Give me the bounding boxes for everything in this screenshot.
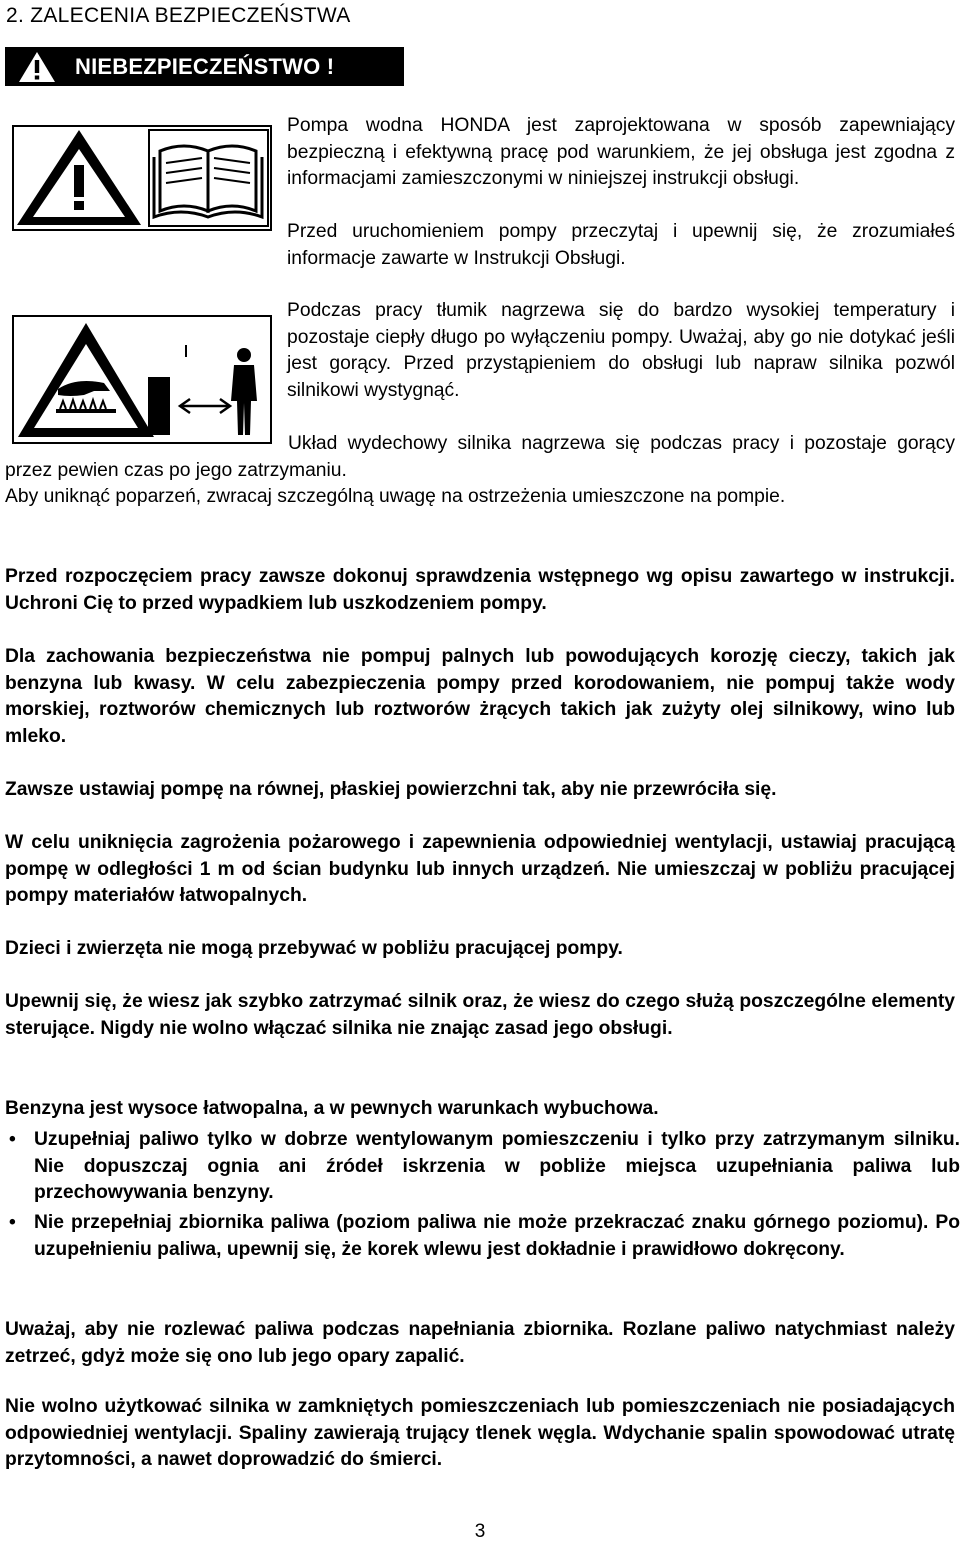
paragraph-spill: Uważaj, aby nie rozlewać paliwa podczas napełniania zbiornika. Rozlane paliwo natychmiast należy zetrzeć, gdyż może się ono lub jego opary zapalić. — [5, 1319, 955, 1367]
paragraph-liquids: Dla zachowania bezpieczeństwa nie pompuj palnych lub powodujących korozję cieczy, takich jak benzyna lub kwasy. W celu zabezpieczenia pompy przed korodowaniem, nie pompuj także wody morskiej, roztworów chemicznych lub roztworów żrących takich jak zużyty olej silnikowy, wino lub mleko. — [5, 646, 955, 747]
paragraph-fire-hazard: W celu uniknięcia zagrożenia pożarowego i zapewnienia odpowiedniej wentylacji, ustawiaj pracującą pompę w odległości 1 m od ścian budynku lub innych urządzeń. Nie umieszczaj w pobliżu pracującej pompy materiałów łatwopalnych. — [5, 832, 955, 906]
hot-surface-sign — [12, 315, 272, 444]
muffler-paragraph: Podczas pracy tłumik nagrzewa się do bardzo wysokiej temperatury i pozostaje ciepły długo po wyłączeniu pompy. Uważaj, aby go nie dotykać jeśli jest gorący. Przed przystąpieniem do obsługi lub napraw silnika pozwól silnikowi wystygnąć. — [287, 300, 955, 401]
list-item-text: Nie przepełniaj zbiornika paliwa (poziom paliwa nie może przekraczać znaku górnego poziomu). Po uzupełnieniu paliwa, upewnij się, że korek wlewu jest dokładnie i prawidłowo dokręcony. — [34, 1212, 960, 1260]
read-manual-paragraph: Przed uruchomieniem pompy przeczytaj i upewnij się, że zrozumiałeś informacje zawarte w Instrukcji Obsługi. — [287, 221, 955, 269]
hot-surface-icon — [18, 323, 154, 437]
section-title: 2. ZALECENIA BEZPIECZEŃSTWA — [6, 4, 351, 27]
paragraph-level-surface: Zawsze ustawiaj pompę na równej, płaskiej powierzchni tak, aby nie przewróciła się. — [5, 779, 777, 800]
bullet-icon: • — [9, 1129, 16, 1150]
danger-label: NIEBEZPIECZEŃSTWO ! — [75, 54, 335, 79]
burns-paragraph: Aby uniknąć poparzeń, zwracaj szczególną uwagę na ostrzeżenia umieszczone na pompie. — [5, 486, 786, 507]
intro-paragraph: Pompa wodna HONDA jest zaprojektowana w sposób zapewniający bezpieczną i efektywną pracę pod warunkiem, że jej obsługa jest zgodna z informacjami zamieszczonymi w niniejszej instrukcji obsługi. — [287, 115, 955, 189]
warning-triangle-icon — [17, 130, 141, 225]
exhaust-paragraph: Układ wydechowy silnika nagrzewa się podczas pracy i pozostaje gorący przez pewien czas po jego zatrzymaniu. — [5, 433, 955, 481]
read-manual-sign — [12, 125, 272, 231]
page-number: 3 — [474, 1521, 486, 1542]
paragraph-controls: Upewnij się, że wiesz jak szybko zatrzymać silnik oraz, że wiesz do czego służą poszczególne elementy sterujące. Nigdy nie wolno włączać silnika nie znając zasad jego obsługi. — [5, 991, 955, 1039]
danger-banner — [5, 47, 404, 86]
paragraph-precheck: Przed rozpoczęciem pracy zawsze dokonuj sprawdzenia wstępnego wg opisu zawartego w instrukcji. Uchroni Cię to przed wypadkiem lub uszkodzeniem pompy. — [5, 566, 955, 614]
paragraph-gasoline: Benzyna jest wysoce łatwopalna, a w pewnych warunkach wybuchowa. — [5, 1098, 659, 1119]
list-item-text: Uzupełniaj paliwo tylko w dobrze wentylowanym pomieszczeniu i tylko przy zatrzymanym silniku. Nie dopuszczaj ognia ani źródeł iskrzenia w pobliże miejsca uzupełniania paliwa lub przechowywania benzyny. — [34, 1129, 960, 1203]
paragraph-ventilation: Nie wolno użytkować silnika w zamkniętych pomieszczeniach lub pomieszczeniach nie posiadających odpowiedniej wentylacji. Spaliny zawierają trujący tlenek węgla. Wdychanie spalin spowodować utratę przytomności, a nawet doprowadzić do śmierci. — [5, 1396, 955, 1470]
paragraph-children: Dzieci i zwierzęta nie mogą przebywać w pobliżu pracującej pompy. — [5, 938, 623, 959]
open-book-icon — [149, 130, 268, 226]
bullet-icon: • — [9, 1212, 16, 1233]
warning-triangle-icon — [18, 51, 56, 83]
keep-distance-icon — [148, 345, 257, 435]
